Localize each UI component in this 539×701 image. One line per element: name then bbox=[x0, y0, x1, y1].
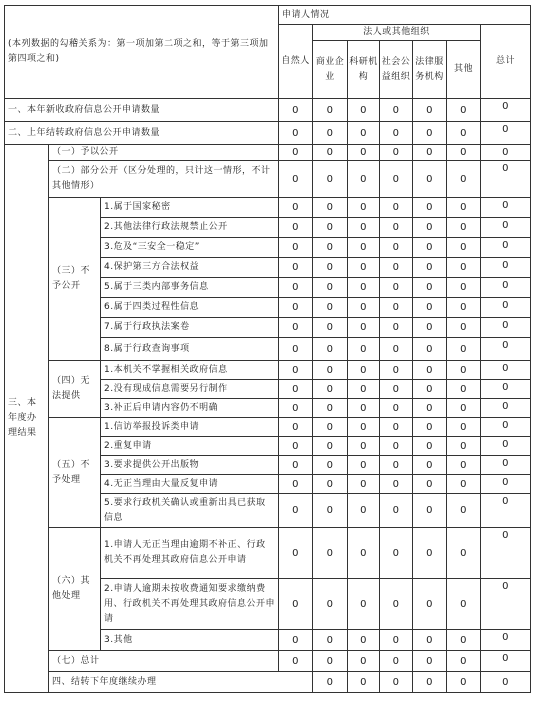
value-cell: 0 bbox=[348, 298, 380, 318]
value-cell: 0 bbox=[348, 122, 380, 145]
value-cell: 0 bbox=[348, 238, 380, 258]
value-cell: 0 bbox=[380, 145, 413, 161]
value-cell: 0 bbox=[447, 145, 481, 161]
value-cell: 0 bbox=[313, 494, 348, 528]
value-cell: 0 bbox=[348, 672, 380, 693]
value-cell: 0 bbox=[313, 122, 348, 145]
value-cell: 0 bbox=[380, 672, 413, 693]
value-cell: 0 bbox=[380, 528, 413, 579]
value-cell: 0 bbox=[447, 338, 481, 361]
value-cell: 0 bbox=[481, 380, 531, 399]
row-label: 4.无正当理由大量反复申请 bbox=[101, 475, 279, 494]
value-cell: 0 bbox=[481, 318, 531, 338]
value-cell: 0 bbox=[279, 418, 313, 437]
value-cell: 0 bbox=[447, 198, 481, 218]
value-cell: 0 bbox=[279, 399, 313, 418]
value-cell: 0 bbox=[380, 99, 413, 122]
value-cell: 0 bbox=[279, 278, 313, 298]
value-cell: 0 bbox=[380, 399, 413, 418]
row-label: 5.属于三类内部事务信息 bbox=[101, 278, 279, 298]
value-cell: 0 bbox=[413, 198, 447, 218]
value-cell: 0 bbox=[481, 579, 531, 630]
value-cell: 0 bbox=[348, 418, 380, 437]
value-cell: 0 bbox=[279, 630, 313, 651]
value-cell: 0 bbox=[279, 145, 313, 161]
value-cell: 0 bbox=[413, 579, 447, 630]
value-cell: 0 bbox=[279, 161, 313, 198]
value-cell: 0 bbox=[279, 238, 313, 258]
value-cell: 0 bbox=[413, 258, 447, 278]
value-cell: 0 bbox=[380, 318, 413, 338]
value-cell: 0 bbox=[348, 218, 380, 238]
value-cell: 0 bbox=[413, 145, 447, 161]
value-cell: 0 bbox=[313, 651, 348, 672]
value-cell: 0 bbox=[447, 298, 481, 318]
row-label: 3.要求提供公开出版物 bbox=[101, 456, 279, 475]
value-cell: 0 bbox=[348, 380, 380, 399]
value-cell: 0 bbox=[447, 672, 481, 693]
value-cell: 0 bbox=[380, 456, 413, 475]
row-label: 7.属于行政执法案卷 bbox=[101, 318, 279, 338]
value-cell: 0 bbox=[447, 456, 481, 475]
value-cell: 0 bbox=[313, 380, 348, 399]
row-label: 6.属于四类过程性信息 bbox=[101, 298, 279, 318]
value-cell: 0 bbox=[447, 161, 481, 198]
row-label: 3.危及“三安全一稳定” bbox=[101, 238, 279, 258]
value-cell: 0 bbox=[447, 122, 481, 145]
value-cell: 0 bbox=[481, 338, 531, 361]
value-cell: 0 bbox=[447, 361, 481, 380]
value-cell: 0 bbox=[348, 437, 380, 456]
value-cell: 0 bbox=[380, 278, 413, 298]
value-cell: 0 bbox=[413, 361, 447, 380]
value-cell: 0 bbox=[481, 298, 531, 318]
value-cell: 0 bbox=[380, 651, 413, 672]
value-cell: 0 bbox=[481, 198, 531, 218]
value-cell: 0 bbox=[348, 475, 380, 494]
value-cell: 0 bbox=[348, 318, 380, 338]
value-cell: 0 bbox=[481, 99, 531, 122]
row-label: 1.申请人无正当理由逾期不补正、行政机关不再处理其政府信息公开申请 bbox=[101, 528, 279, 579]
value-cell: 0 bbox=[413, 528, 447, 579]
value-cell: 0 bbox=[481, 161, 531, 198]
value-cell: 0 bbox=[313, 672, 348, 693]
row-label: 1.信访举报投诉类申请 bbox=[101, 418, 279, 437]
value-cell: 0 bbox=[348, 338, 380, 361]
group-label: （六）其他处理 bbox=[49, 528, 101, 651]
row-label: （七）总计 bbox=[49, 651, 279, 672]
value-cell: 0 bbox=[413, 456, 447, 475]
row-label: 1.属于国家秘密 bbox=[101, 198, 279, 218]
value-cell: 0 bbox=[348, 399, 380, 418]
natural-person-header: 自然人 bbox=[279, 25, 313, 99]
value-cell: 0 bbox=[380, 122, 413, 145]
value-cell: 0 bbox=[447, 218, 481, 238]
value-cell: 0 bbox=[413, 161, 447, 198]
value-cell: 0 bbox=[413, 475, 447, 494]
value-cell: 0 bbox=[380, 361, 413, 380]
value-cell: 0 bbox=[447, 318, 481, 338]
value-cell: 0 bbox=[313, 418, 348, 437]
row-label: 二、上年结转政府信息公开申请数量 bbox=[5, 122, 279, 145]
value-cell: 0 bbox=[348, 99, 380, 122]
group-label: （五）不予处理 bbox=[49, 418, 101, 528]
value-cell: 0 bbox=[413, 380, 447, 399]
value-cell: 0 bbox=[313, 145, 348, 161]
research-header: 科研机构 bbox=[348, 41, 380, 99]
value-cell: 0 bbox=[413, 338, 447, 361]
value-cell: 0 bbox=[279, 122, 313, 145]
value-cell: 0 bbox=[447, 99, 481, 122]
value-cell: 0 bbox=[279, 198, 313, 218]
row-label: 8.属于行政查询事项 bbox=[101, 338, 279, 361]
value-cell: 0 bbox=[348, 456, 380, 475]
value-cell: 0 bbox=[413, 218, 447, 238]
row-label: 3.补正后申请内容仍不明确 bbox=[101, 399, 279, 418]
row-label: 四、结转下年度继续办理 bbox=[49, 672, 313, 693]
value-cell: 0 bbox=[348, 579, 380, 630]
row-label: 一、本年新收政府信息公开申请数量 bbox=[5, 99, 279, 122]
value-cell: 0 bbox=[279, 99, 313, 122]
value-cell: 0 bbox=[447, 437, 481, 456]
value-cell: 0 bbox=[313, 298, 348, 318]
value-cell: 0 bbox=[481, 361, 531, 380]
value-cell: 0 bbox=[413, 99, 447, 122]
value-cell: 0 bbox=[380, 198, 413, 218]
group-label: （三）不予公开 bbox=[49, 198, 101, 361]
value-cell: 0 bbox=[380, 630, 413, 651]
value-cell: 0 bbox=[413, 399, 447, 418]
value-cell: 0 bbox=[481, 475, 531, 494]
value-cell: 0 bbox=[481, 418, 531, 437]
social-welfare-header: 社会公益组织 bbox=[380, 41, 413, 99]
value-cell: 0 bbox=[380, 475, 413, 494]
value-cell: 0 bbox=[380, 418, 413, 437]
group-label: （四）无法提供 bbox=[49, 361, 101, 418]
legal-entity-header: 法人或其他组织 bbox=[313, 25, 481, 41]
value-cell: 0 bbox=[348, 258, 380, 278]
value-cell: 0 bbox=[481, 218, 531, 238]
applicant-status-header: 申请人情况 bbox=[279, 6, 531, 25]
value-cell: 0 bbox=[313, 475, 348, 494]
value-cell: 0 bbox=[413, 298, 447, 318]
value-cell: 0 bbox=[380, 258, 413, 278]
value-cell: 0 bbox=[313, 361, 348, 380]
value-cell: 0 bbox=[279, 494, 313, 528]
value-cell: 0 bbox=[348, 630, 380, 651]
value-cell: 0 bbox=[413, 122, 447, 145]
value-cell: 0 bbox=[348, 494, 380, 528]
value-cell: 0 bbox=[279, 258, 313, 278]
value-cell: 0 bbox=[279, 318, 313, 338]
value-cell: 0 bbox=[313, 399, 348, 418]
value-cell: 0 bbox=[413, 437, 447, 456]
value-cell: 0 bbox=[348, 361, 380, 380]
other-header: 其他 bbox=[447, 41, 481, 99]
value-cell: 0 bbox=[313, 161, 348, 198]
row-label: 2.其他法律行政法规禁止公开 bbox=[101, 218, 279, 238]
value-cell: 0 bbox=[348, 651, 380, 672]
value-cell: 0 bbox=[481, 494, 531, 528]
legal-service-header: 法律服务机构 bbox=[413, 41, 447, 99]
value-cell: 0 bbox=[313, 630, 348, 651]
value-cell: 0 bbox=[279, 338, 313, 361]
value-cell: 0 bbox=[348, 198, 380, 218]
value-cell: 0 bbox=[279, 380, 313, 399]
value-cell: 0 bbox=[413, 238, 447, 258]
row-label: 2.申请人逾期未按收费通知要求缴纳费用、行政机关不再处理其政府信息公开申请 bbox=[101, 579, 279, 630]
value-cell: 0 bbox=[313, 278, 348, 298]
value-cell: 0 bbox=[447, 630, 481, 651]
value-cell: 0 bbox=[279, 579, 313, 630]
value-cell: 0 bbox=[447, 579, 481, 630]
value-cell: 0 bbox=[447, 258, 481, 278]
value-cell: 0 bbox=[481, 651, 531, 672]
value-cell: 0 bbox=[313, 318, 348, 338]
value-cell: 0 bbox=[380, 380, 413, 399]
value-cell: 0 bbox=[313, 338, 348, 361]
value-cell: 0 bbox=[313, 99, 348, 122]
value-cell: 0 bbox=[413, 672, 447, 693]
row-label: （二）部分公开（区分处理的，只计这一情形，不计其他情形） bbox=[49, 161, 279, 198]
value-cell: 0 bbox=[413, 418, 447, 437]
value-cell: 0 bbox=[279, 218, 313, 238]
value-cell: 0 bbox=[279, 437, 313, 456]
value-cell: 0 bbox=[447, 238, 481, 258]
value-cell: 0 bbox=[380, 218, 413, 238]
value-cell: 0 bbox=[279, 475, 313, 494]
value-cell: 0 bbox=[279, 361, 313, 380]
value-cell: 0 bbox=[313, 258, 348, 278]
row-label: （一）予以公开 bbox=[49, 145, 279, 161]
value-cell: 0 bbox=[481, 528, 531, 579]
value-cell: 0 bbox=[279, 456, 313, 475]
value-cell: 0 bbox=[447, 651, 481, 672]
row-label: 3.其他 bbox=[101, 630, 279, 651]
value-cell: 0 bbox=[279, 298, 313, 318]
value-cell: 0 bbox=[447, 278, 481, 298]
row-label: 5.要求行政机关确认或重新出具已获取信息 bbox=[101, 494, 279, 528]
value-cell: 0 bbox=[481, 122, 531, 145]
value-cell: 0 bbox=[447, 494, 481, 528]
total-header: 总计 bbox=[481, 25, 531, 99]
value-cell: 0 bbox=[481, 672, 531, 693]
value-cell: 0 bbox=[380, 161, 413, 198]
value-cell: 0 bbox=[481, 630, 531, 651]
value-cell: 0 bbox=[313, 218, 348, 238]
section3-label: 三、本年度办理结果 bbox=[5, 145, 49, 693]
row-label: 1.本机关不掌握相关政府信息 bbox=[101, 361, 279, 380]
commercial-header: 商业企业 bbox=[313, 41, 348, 99]
information-disclosure-table bbox=[4, 5, 531, 693]
value-cell: 0 bbox=[348, 528, 380, 579]
value-cell: 0 bbox=[380, 494, 413, 528]
value-cell: 0 bbox=[447, 528, 481, 579]
value-cell: 0 bbox=[481, 399, 531, 418]
value-cell: 0 bbox=[313, 579, 348, 630]
value-cell: 0 bbox=[380, 437, 413, 456]
value-cell: 0 bbox=[481, 437, 531, 456]
value-cell: 0 bbox=[380, 298, 413, 318]
value-cell: 0 bbox=[313, 198, 348, 218]
value-cell: 0 bbox=[348, 145, 380, 161]
value-cell: 0 bbox=[481, 145, 531, 161]
value-cell: 0 bbox=[313, 456, 348, 475]
value-cell: 0 bbox=[447, 399, 481, 418]
value-cell: 0 bbox=[447, 475, 481, 494]
value-cell: 0 bbox=[313, 238, 348, 258]
value-cell: 0 bbox=[413, 278, 447, 298]
value-cell: 0 bbox=[279, 528, 313, 579]
value-cell: 0 bbox=[481, 278, 531, 298]
row-label: 2.没有现成信息需要另行制作 bbox=[101, 380, 279, 399]
value-cell: 0 bbox=[279, 651, 313, 672]
table-note: (本列数据的勾稽关系为：第一项加第二项之和，等于第三项加第四项之和) bbox=[5, 6, 279, 99]
value-cell: 0 bbox=[348, 161, 380, 198]
value-cell: 0 bbox=[380, 338, 413, 361]
value-cell: 0 bbox=[481, 456, 531, 475]
value-cell: 0 bbox=[380, 579, 413, 630]
value-cell: 0 bbox=[413, 318, 447, 338]
value-cell: 0 bbox=[413, 651, 447, 672]
row-label: 2.重复申请 bbox=[101, 437, 279, 456]
value-cell: 0 bbox=[447, 418, 481, 437]
row-label: 4.保护第三方合法权益 bbox=[101, 258, 279, 278]
value-cell: 0 bbox=[413, 494, 447, 528]
value-cell: 0 bbox=[481, 238, 531, 258]
value-cell: 0 bbox=[313, 437, 348, 456]
value-cell: 0 bbox=[348, 278, 380, 298]
value-cell: 0 bbox=[380, 238, 413, 258]
value-cell: 0 bbox=[313, 528, 348, 579]
value-cell: 0 bbox=[413, 630, 447, 651]
value-cell: 0 bbox=[481, 258, 531, 278]
value-cell: 0 bbox=[447, 380, 481, 399]
